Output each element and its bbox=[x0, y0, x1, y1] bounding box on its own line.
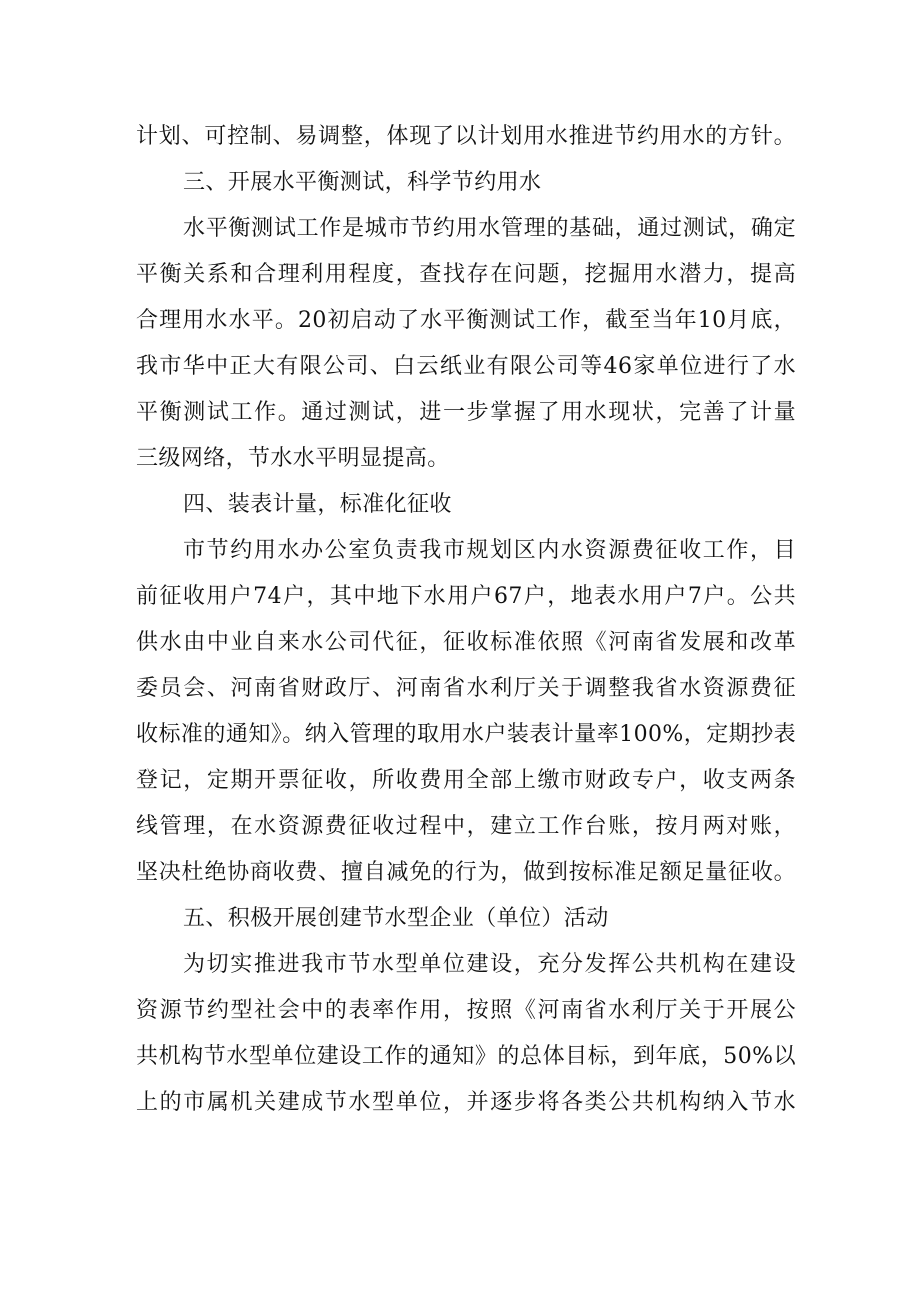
paragraph-line: 为切实推进我市节水型单位建设，充分发挥公共机构在建设 bbox=[183, 952, 796, 977]
paragraph-line: 市节约用水办公室负责我市规划区内水资源费征收工作，目 bbox=[183, 538, 796, 563]
paragraph-line: 登记，定期开票征收，所收费用全部上缴市财政专户，收支两条 bbox=[136, 768, 796, 793]
paragraph-line: 上的市属机关建成节水型单位，并逐步将各类公共机构纳入节水 bbox=[136, 1090, 796, 1115]
paragraph-line: 平衡关系和合理利用程度，查找存在问题，挖掘用水潜力，提高 bbox=[136, 262, 796, 287]
text-line-1: 计划、可控制、易调整，体现了以计划用水推进节约用水的方针。 bbox=[136, 124, 796, 149]
paragraph-line: 合理用水水平。20初启动了水平衡测试工作，截至当年10月底， bbox=[136, 308, 796, 333]
paragraph-line: 坚决杜绝协商收费、擅自减免的行为，做到按标准足额足量征收。 bbox=[136, 860, 796, 885]
paragraph-line: 收标准的通知》。纳入管理的取用水户装表计量率100%，定期抄表 bbox=[136, 722, 796, 747]
paragraph-line: 委员会、河南省财政厅、河南省水利厅关于调整我省水资源费征 bbox=[136, 676, 796, 701]
section-heading-3: 三、开展水平衡测试，科学节约用水 bbox=[183, 170, 542, 195]
paragraph-line: 水平衡测试工作是城市节约用水管理的基础，通过测试，确定 bbox=[183, 216, 796, 241]
section-heading-5: 五、积极开展创建节水型企业（单位）活动 bbox=[183, 906, 609, 931]
section-heading-4: 四、装表计量，标准化征收 bbox=[183, 492, 452, 517]
paragraph-line: 线管理，在水资源费征收过程中，建立工作台账，按月两对账， bbox=[136, 814, 796, 839]
paragraph-line: 三级网络，节水水平明显提高。 bbox=[136, 446, 450, 471]
paragraph-line: 供水由中业自来水公司代征，征收标准依照《河南省发展和改革 bbox=[136, 630, 796, 655]
paragraph-line: 前征收用户74户，其中地下水用户67户，地表水用户7户。公共 bbox=[136, 584, 796, 609]
paragraph-line: 平衡测试工作。通过测试，进一步掌握了用水现状，完善了计量 bbox=[136, 400, 796, 425]
paragraph-line: 资源节约型社会中的表率作用，按照《河南省水利厅关于开展公 bbox=[136, 998, 796, 1023]
paragraph-line: 我市华中正大有限公司、白云纸业有限公司等46家单位进行了水 bbox=[136, 354, 796, 379]
paragraph-line: 共机构节水型单位建设工作的通知》的总体目标，到年底，50%以 bbox=[136, 1044, 796, 1069]
